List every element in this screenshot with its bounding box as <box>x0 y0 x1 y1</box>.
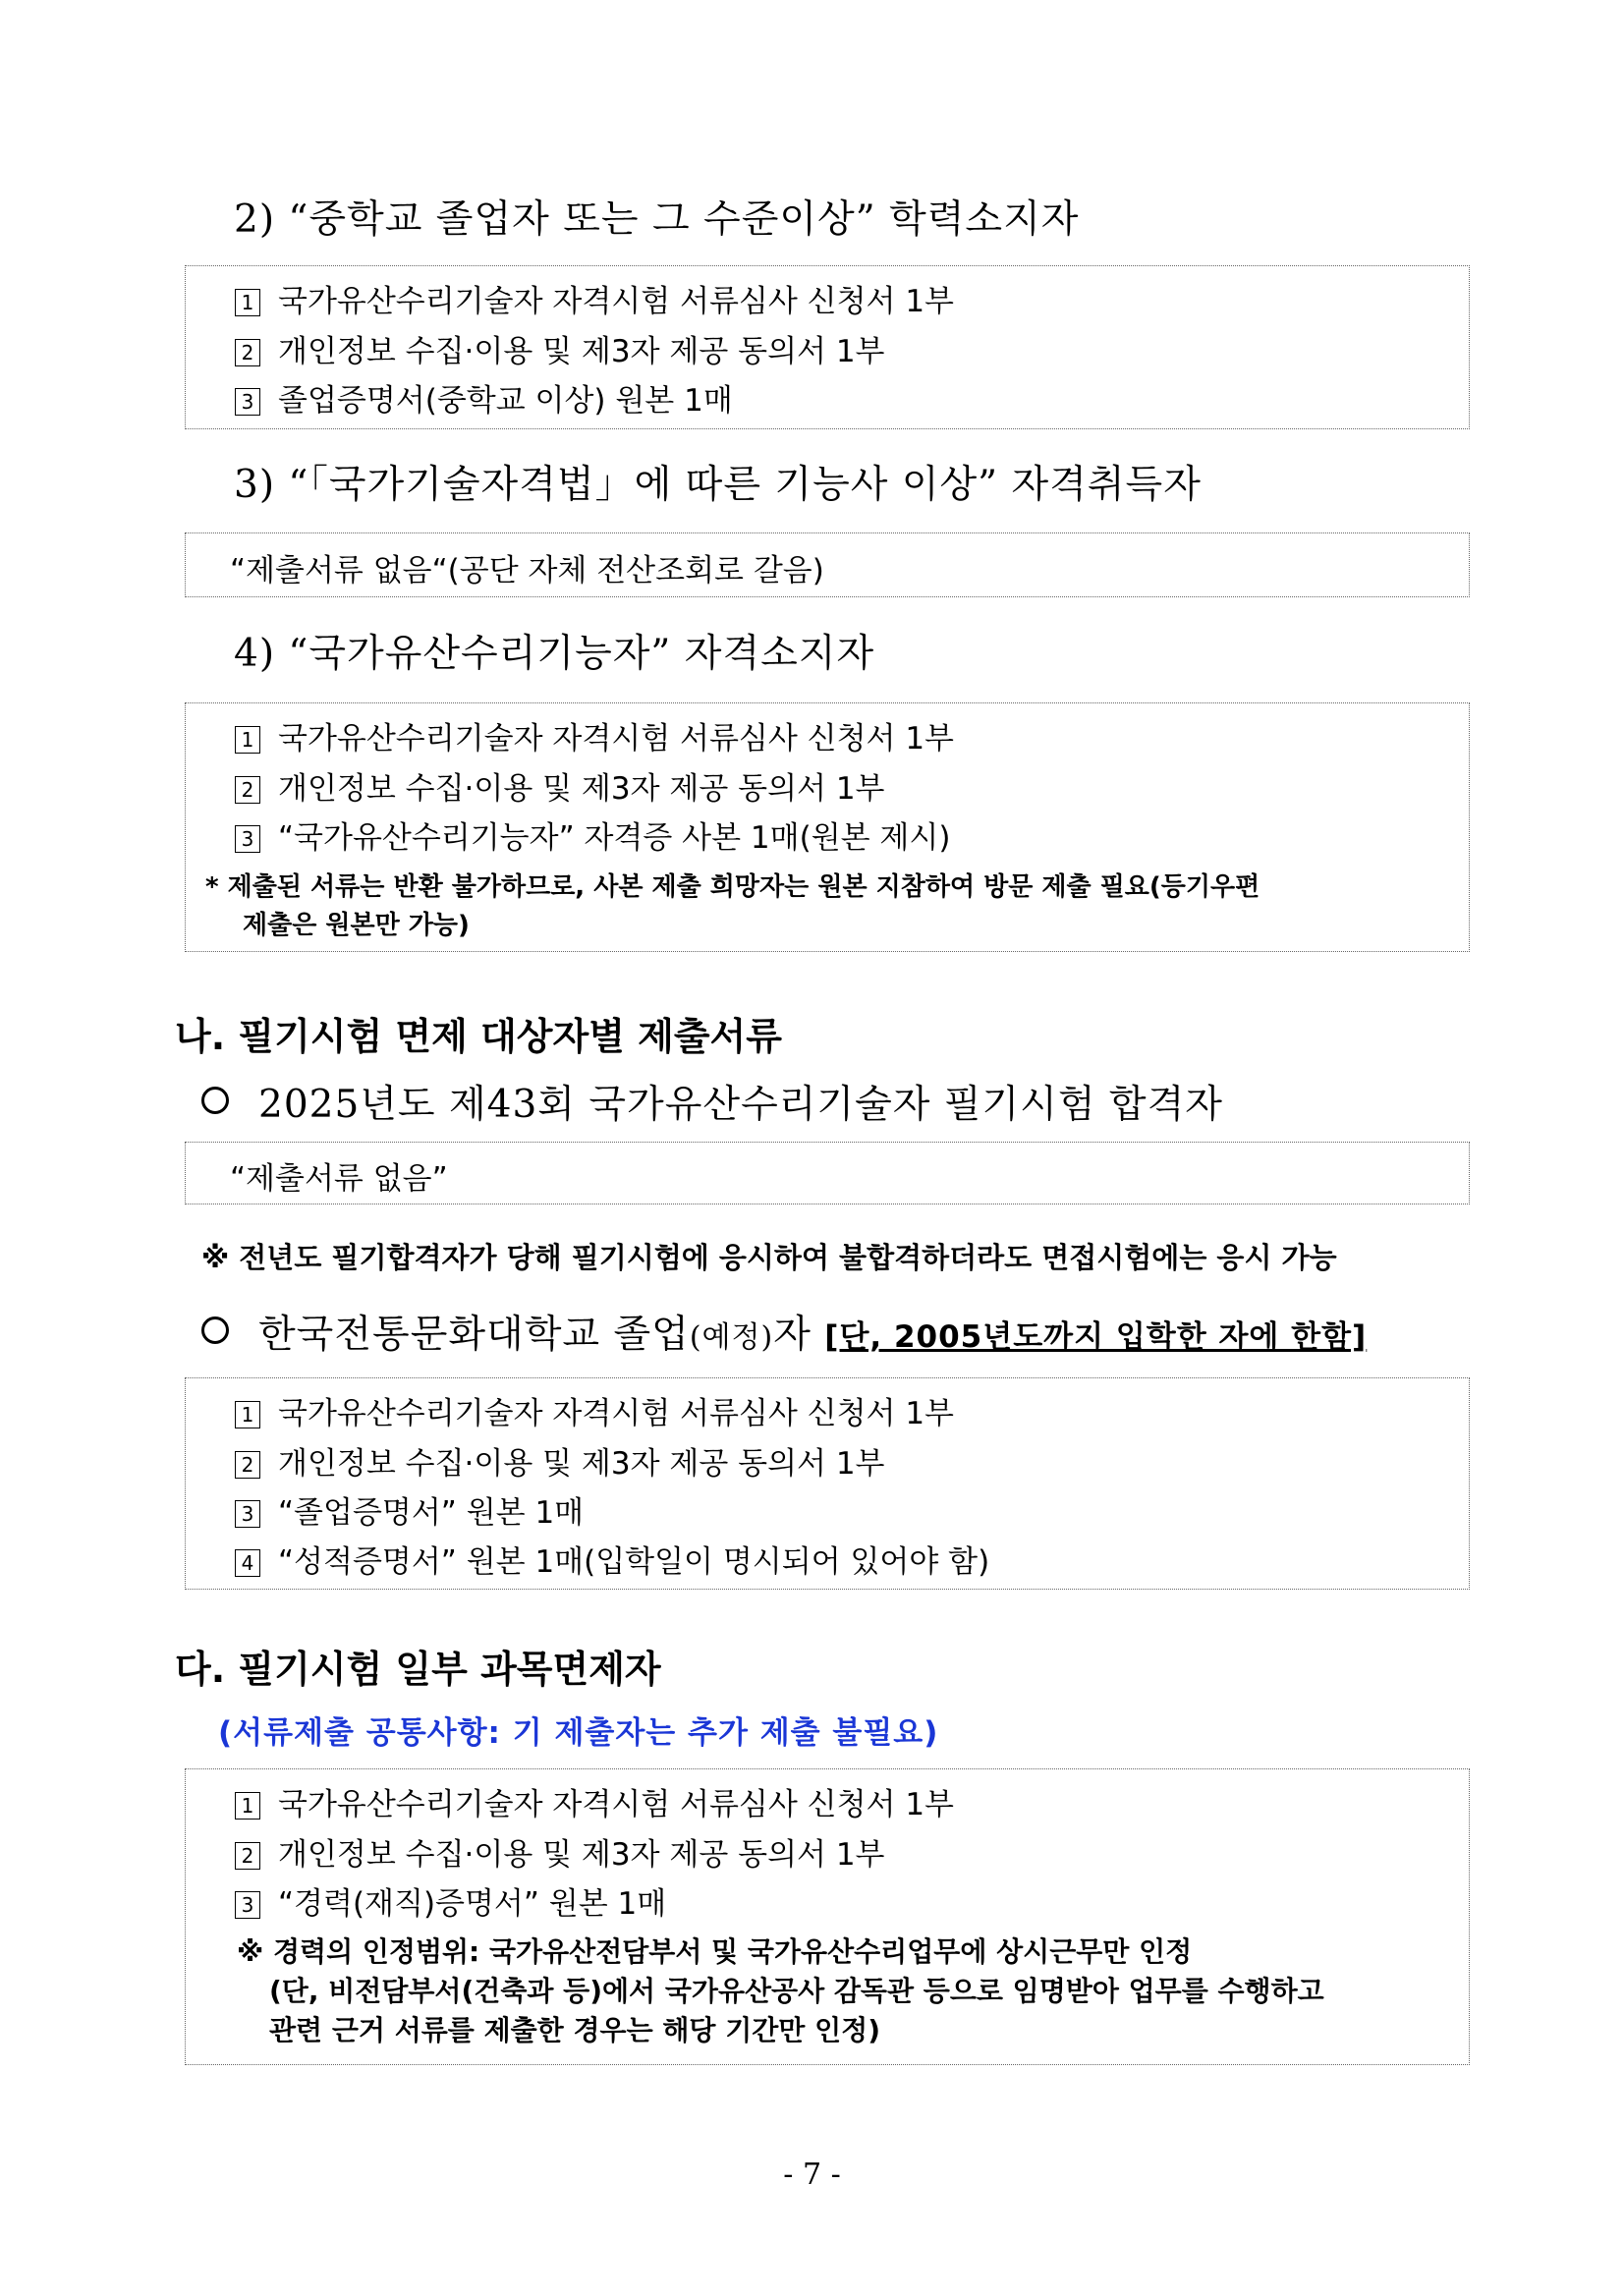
item-number: 2 <box>235 339 260 366</box>
page-number: - 7 - <box>783 2157 841 2192</box>
note-line: 관련 근거 서류를 제출한 경우는 해당 기간만 인정) <box>269 2014 880 2046</box>
list-item: 2 개인정보 수집·이용 및 제3자 제공 동의서 1부 <box>235 763 885 808</box>
list-item: 3 “경력(재직)증명서” 원본 1매 <box>235 1878 666 1923</box>
list-item: 3 “국가유산수리기능자” 자격증 사본 1매(원본 제시) <box>235 812 950 857</box>
note-line: ※ 경력의 인정범위: 국가유산전담부서 및 국가유산수리업무에 상시근무만 인정 <box>237 1935 1193 1968</box>
box-text: “제출서류 없음“(공단 자체 전산조회로 갈음) <box>230 553 824 588</box>
item-number: 3 <box>235 825 260 853</box>
item-number: 1 <box>235 726 260 754</box>
list-item: 1 국가유산수리기술자 자격시험 서류심사 신청서 1부 <box>235 276 954 320</box>
note-line: (단, 비전담부서(건축과 등)에서 국가유산공사 감독관 등으로 임명받아 업무를 수행하고 <box>269 1975 1324 2007</box>
list-item: 4 “성적증명서” 원본 1매(입학일이 명시되어 있어야 함) <box>235 1537 989 1581</box>
list-item: 2 개인정보 수집·이용 및 제3자 제공 동의서 1부 <box>235 326 885 370</box>
note-line: 제출은 원본만 가능) <box>243 911 470 940</box>
box-2 <box>185 265 1470 429</box>
item-number: 1 <box>235 1792 260 1820</box>
na-box-1 <box>185 1142 1470 1204</box>
list-item: 2 개인정보 수집·이용 및 제3자 제공 동의서 1부 <box>235 1829 885 1874</box>
heading-3: 3) “「국가기술자격법」에 따른 기능사 이상” 자격취득자 <box>234 463 1202 507</box>
circle-bullet-icon <box>201 1087 229 1114</box>
list-item: 3 졸업증명서(중학교 이상) 원본 1매 <box>235 375 733 420</box>
list-item: 1 국가유산수리기술자 자격시험 서류심사 신청서 1부 <box>235 1388 954 1432</box>
note-line: * 제출된 서류는 반환 불가하므로, 사본 제출 희망자는 원본 지참하여 방문 제출 필요(등기우편 <box>205 872 1260 902</box>
da-box <box>185 1768 1470 2065</box>
item-number: 3 <box>235 1500 260 1528</box>
na-box-2 <box>185 1377 1470 1590</box>
circle-bullet-icon <box>201 1316 229 1344</box>
item-number: 2 <box>235 776 260 804</box>
box-4 <box>185 702 1470 952</box>
heading-2: 2) “중학교 졸업자 또는 그 수준이상” 학력소지자 <box>234 197 1080 242</box>
box-text: “제출서류 없음” <box>230 1161 448 1197</box>
list-item: 3 “졸업증명서” 원본 1매 <box>235 1487 584 1532</box>
da-blue-note: (서류제출 공통사항: 기 제출자는 추가 제출 불필요) <box>218 1715 939 1751</box>
item-number: 2 <box>235 1451 260 1479</box>
section-title-na: 나. 필기시험 면제 대상자별 제출서류 <box>175 1015 782 1058</box>
underlined-condition: [단, 2005년도까지 입학한 자에 한함] <box>824 1319 1368 1355</box>
box-3 <box>185 532 1470 597</box>
list-item: 1 국가유산수리기술자 자격시험 서류심사 신청서 1부 <box>235 1779 954 1823</box>
item-number: 4 <box>235 1549 260 1577</box>
na-note: ※ 전년도 필기합격자가 당해 필기시험에 응시하여 불합격하더라도 면접시험에는 응시 가능 <box>201 1241 1337 1274</box>
list-item: 2 개인정보 수집·이용 및 제3자 제공 동의서 1부 <box>235 1438 885 1483</box>
section-title-da: 다. 필기시험 일부 과목면제자 <box>175 1648 661 1691</box>
item-number: 1 <box>235 1401 260 1428</box>
item-number: 1 <box>235 289 260 316</box>
item-number: 3 <box>235 388 260 416</box>
item-number: 2 <box>235 1842 260 1870</box>
heading-4: 4) “국가유산수리기능자” 자격소지자 <box>234 632 875 676</box>
item-number: 3 <box>235 1891 260 1919</box>
na-bullet-2: 한국전통문화대학교 졸업(예정)자 [단, 2005년도까지 입학한 자에 한함] <box>201 1304 1367 1359</box>
list-item: 1 국가유산수리기술자 자격시험 서류심사 신청서 1부 <box>235 713 954 757</box>
na-bullet-1: 2025년도 제43회 국가유산수리기술자 필기시험 합격자 <box>201 1074 1223 1129</box>
